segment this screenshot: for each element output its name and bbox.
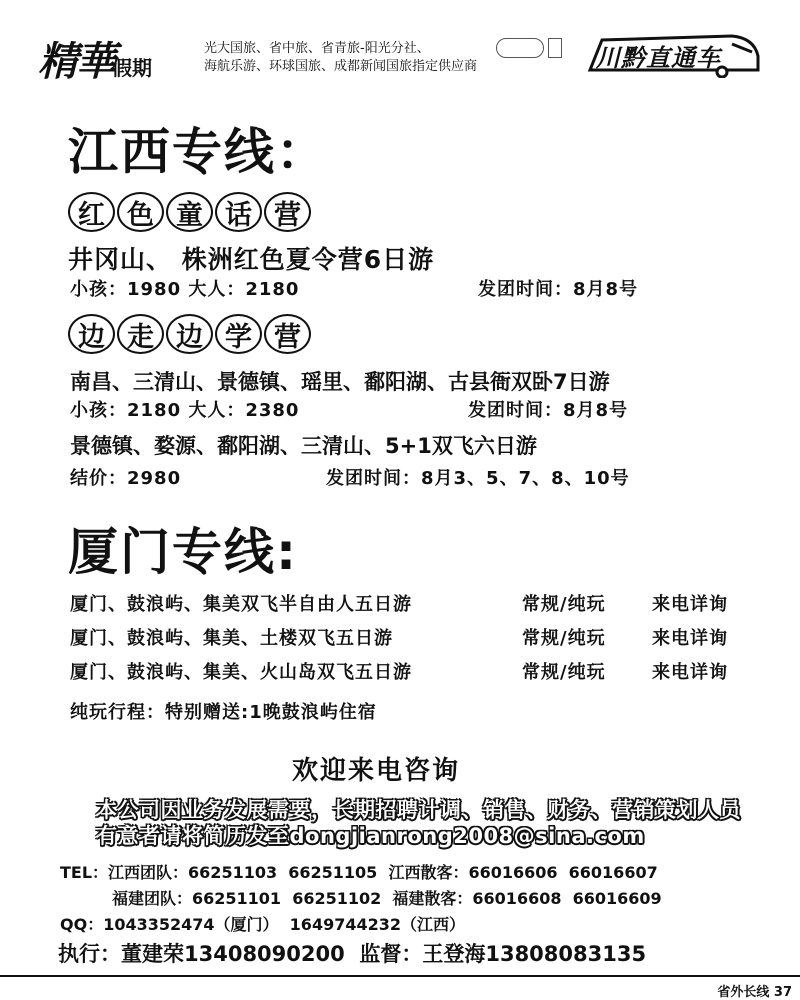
camp2-badges — [68, 314, 311, 354]
jiangxi-title: 江西专线： — [68, 123, 328, 181]
route-type: 常规/纯玩 — [522, 628, 606, 649]
route-note: 来电详询 — [652, 628, 728, 649]
camp1-depart: 发团时间：8月8号 — [478, 279, 639, 300]
camp2-char: 边 — [166, 314, 213, 354]
camp1-char: 红 — [68, 192, 115, 232]
partners-line1: 光大国旅、省中旅、省青旅-阳光分社、 — [204, 41, 430, 56]
page-number: 省外长线 37 — [717, 985, 792, 1000]
partner-logo-icon — [496, 38, 544, 58]
route-name: 厦门、鼓浪屿、集美双飞半自由人五日游 — [70, 594, 412, 615]
bonus: 纯玩行程：特别赠送:1晚鼓浪屿住宿 — [70, 702, 377, 723]
tel-line2: 福建团队：66251101 66251102 福建散客：66016608 66016609 — [112, 889, 662, 908]
camp2-tour: 南昌、三清山、景德镇、瑶里、鄱阳湖、古县衙双卧7日游 — [70, 370, 610, 394]
camp2-char: 走 — [117, 314, 164, 354]
camp1-price: 小孩：1980 大人：2180 — [70, 279, 300, 300]
tel-line1: TEL：江西团队：66251103 66251105 江西散客：66016606 66016607 — [60, 863, 658, 882]
camp2-char: 边 — [68, 314, 115, 354]
route-note: 来电详询 — [652, 594, 728, 615]
xiamen-title: 厦门专线: — [68, 523, 298, 581]
camp2-char: 学 — [215, 314, 262, 354]
camp1-char: 话 — [215, 192, 262, 232]
footer-rule — [0, 975, 800, 977]
camp2-depart: 发团时间：8月8号 — [468, 400, 629, 421]
camp1-char: 童 — [166, 192, 213, 232]
camp1-char: 色 — [117, 192, 164, 232]
welcome: 欢迎来电咨询 — [292, 756, 461, 786]
route-note: 来电详询 — [652, 662, 728, 683]
tour3-price: 结价：2980 — [70, 468, 182, 489]
header — [0, 0, 800, 100]
partner-seal-icon — [548, 38, 562, 58]
camp2-char: 营 — [264, 314, 311, 354]
logo-main: 精華 — [38, 38, 114, 85]
camp1-tour: 井冈山、 株洲红色夏令营6日游 — [68, 245, 435, 274]
route-name: 厦门、鼓浪屿、集美、土楼双飞五日游 — [70, 628, 393, 649]
tour3-depart: 发团时间：8月3、5、7、8、10号 — [326, 468, 630, 489]
exec-line: 执行：董建荣13408090200 监督：王登海13808083135 — [58, 942, 647, 966]
qq-line: QQ：1043352474（厦门） 1649744232（江西） — [60, 915, 466, 934]
recruit-line2: 有意者请将简历发至dongjianrong2008@sina.com — [96, 824, 645, 848]
route-type: 常规/纯玩 — [522, 662, 606, 683]
recruit-line1: 本公司因业务发展需要，长期招聘计调、销售、财务、营销策划人员 — [96, 798, 741, 822]
route-name: 厦门、鼓浪屿、集美、火山岛双飞五日游 — [70, 662, 412, 683]
camp1-char: 营 — [264, 192, 311, 232]
brand-name: 川黔直通车 — [596, 44, 721, 72]
partners-line2: 海航乐游、环球国旅、成都新闻国旅指定供应商 — [204, 59, 478, 74]
logo-sub: 假期 — [112, 56, 152, 80]
camp1-badges — [68, 192, 311, 232]
tour3: 景德镇、婺源、鄱阳湖、三清山、5+1双飞六日游 — [70, 434, 537, 458]
camp2-price: 小孩：2180 大人：2380 — [70, 400, 300, 421]
route-type: 常规/纯玩 — [522, 594, 606, 615]
